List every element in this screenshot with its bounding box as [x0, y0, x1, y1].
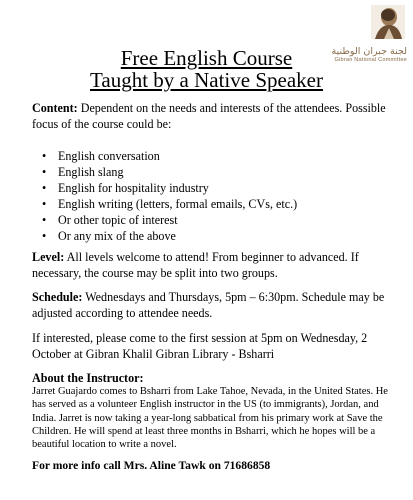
- level-paragraph: [32, 250, 407, 282]
- list-item: • English writing (letters, formal emails, CVs, etc.): [42, 196, 297, 212]
- instructor-heading: About the Instructor:: [32, 371, 144, 385]
- page-title: Free English Course: [120, 46, 293, 70]
- schedule-text: Wednesdays and Thursdays, 5pm – 6:30pm. Schedule may be adjusted according to attendee needs.: [32, 290, 385, 320]
- list-item: • English slang: [42, 164, 297, 180]
- portrait-emblem-icon: [369, 4, 407, 40]
- contact-footer: For more info call Mrs. Aline Tawk on 71686858: [32, 459, 271, 472]
- schedule-paragraph: [32, 290, 407, 322]
- content-paragraph: [32, 101, 407, 133]
- logo-english-text: Gibran National Committee: [334, 57, 407, 63]
- level-heading: Level:: [32, 250, 65, 264]
- content-text: Dependent on the needs and interests of the attendees. Possible focus of the course could be:: [32, 101, 386, 131]
- logo-arabic-text: لجنة جبران الوطنية: [331, 46, 407, 57]
- level-text: All levels welcome to attend! From beginner to advanced. If necessary, the course may be split into two groups.: [32, 250, 359, 280]
- content-heading: Content:: [32, 101, 78, 115]
- schedule-heading: Schedule:: [32, 290, 83, 304]
- first-session-paragraph: If interested, please come to the first session at 5pm on Wednesday, 2 October at Gibran Khalil Gibran Library - Bsharri: [32, 331, 368, 361]
- instructor-text: Jarret Guajardo comes to Bsharri from Lake Tahoe, Nevada, in the United States. He has served as a volunteer English instructor in the US (to immigrants), Jordan, and India. Jarret is now taking a year-long sabbatical from his primary work at Save the Children. He will spend at least three months in Bsharri, which he hopes will be a beautiful location to write a novel.: [32, 386, 388, 451]
- focus-list: [42, 148, 297, 245]
- list-item: • Or any mix of the above: [42, 228, 297, 244]
- page-subtitle: Taught by a Native Speaker: [90, 68, 323, 92]
- list-item: • English conversation: [42, 148, 297, 164]
- list-item: • English for hospitality industry: [42, 180, 297, 196]
- list-item: • Or other topic of interest: [42, 212, 297, 228]
